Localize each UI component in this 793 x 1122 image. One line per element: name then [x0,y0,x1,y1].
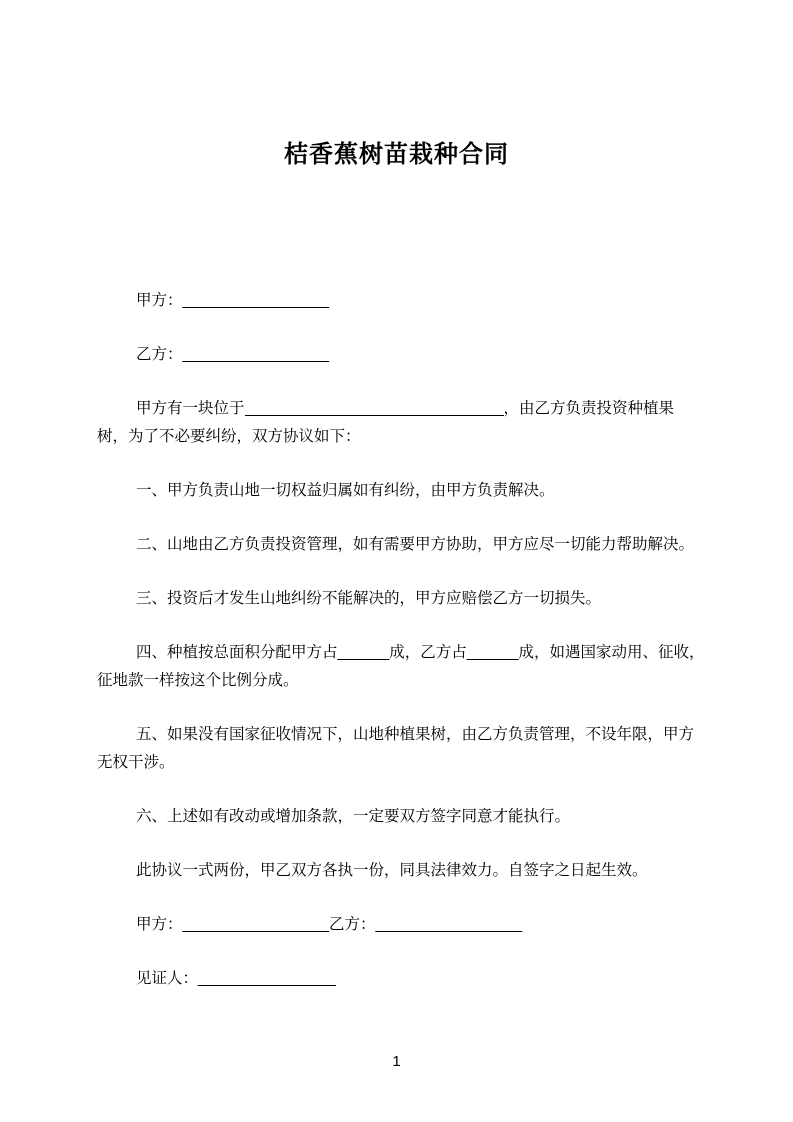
party-b-line: 乙方：_________________ [136,346,330,363]
clause-1: 一、甲方负责山地一切权益归属如有纠纷，由甲方负责解决。 [136,482,555,499]
party-a-line: 甲方：_________________ [136,292,330,309]
witness-line: 见证人：________________ [136,970,336,987]
clause-6: 六、上述如有改动或增加条款，一定要双方签字同意才能执行。 [136,808,571,825]
page-number: 1 [392,1053,401,1070]
clause-3: 三、投资后才发生山地纠纷不能解决的，甲方应赔偿乙方一切损失。 [136,590,602,607]
clause-4: 四、种植按总面积分配甲方占______成，乙方占______成，如遇国家动用、征收，征地款一样按这个比例分成。 [97,644,705,689]
location-blank-underline [245,401,504,416]
intro-paragraph [97,395,705,451]
document-title: 桔香蕉树苗栽种合同 [284,141,509,168]
clause-5: 五、如果没有国家征收情况下，山地种植果树，由乙方负责管理，不设年限，甲方无权干涉。 [97,726,695,771]
clause-2: 二、山地由乙方负责投资管理，如有需要甲方协助，甲方应尽一切能力帮助解决。 [136,536,695,553]
intro-text-post: ，由乙方负责投资种植果树，为了不必要纠纷，双方协议如下： [97,400,675,445]
signature-line: 甲方：_________________乙方：_________________ [136,916,523,933]
intro-text-pre: 甲方有一块位于 [136,400,245,417]
closing-paragraph: 此协议一式两份，甲乙双方各执一份，同具法律效力。自签字之日起生效。 [136,862,648,879]
